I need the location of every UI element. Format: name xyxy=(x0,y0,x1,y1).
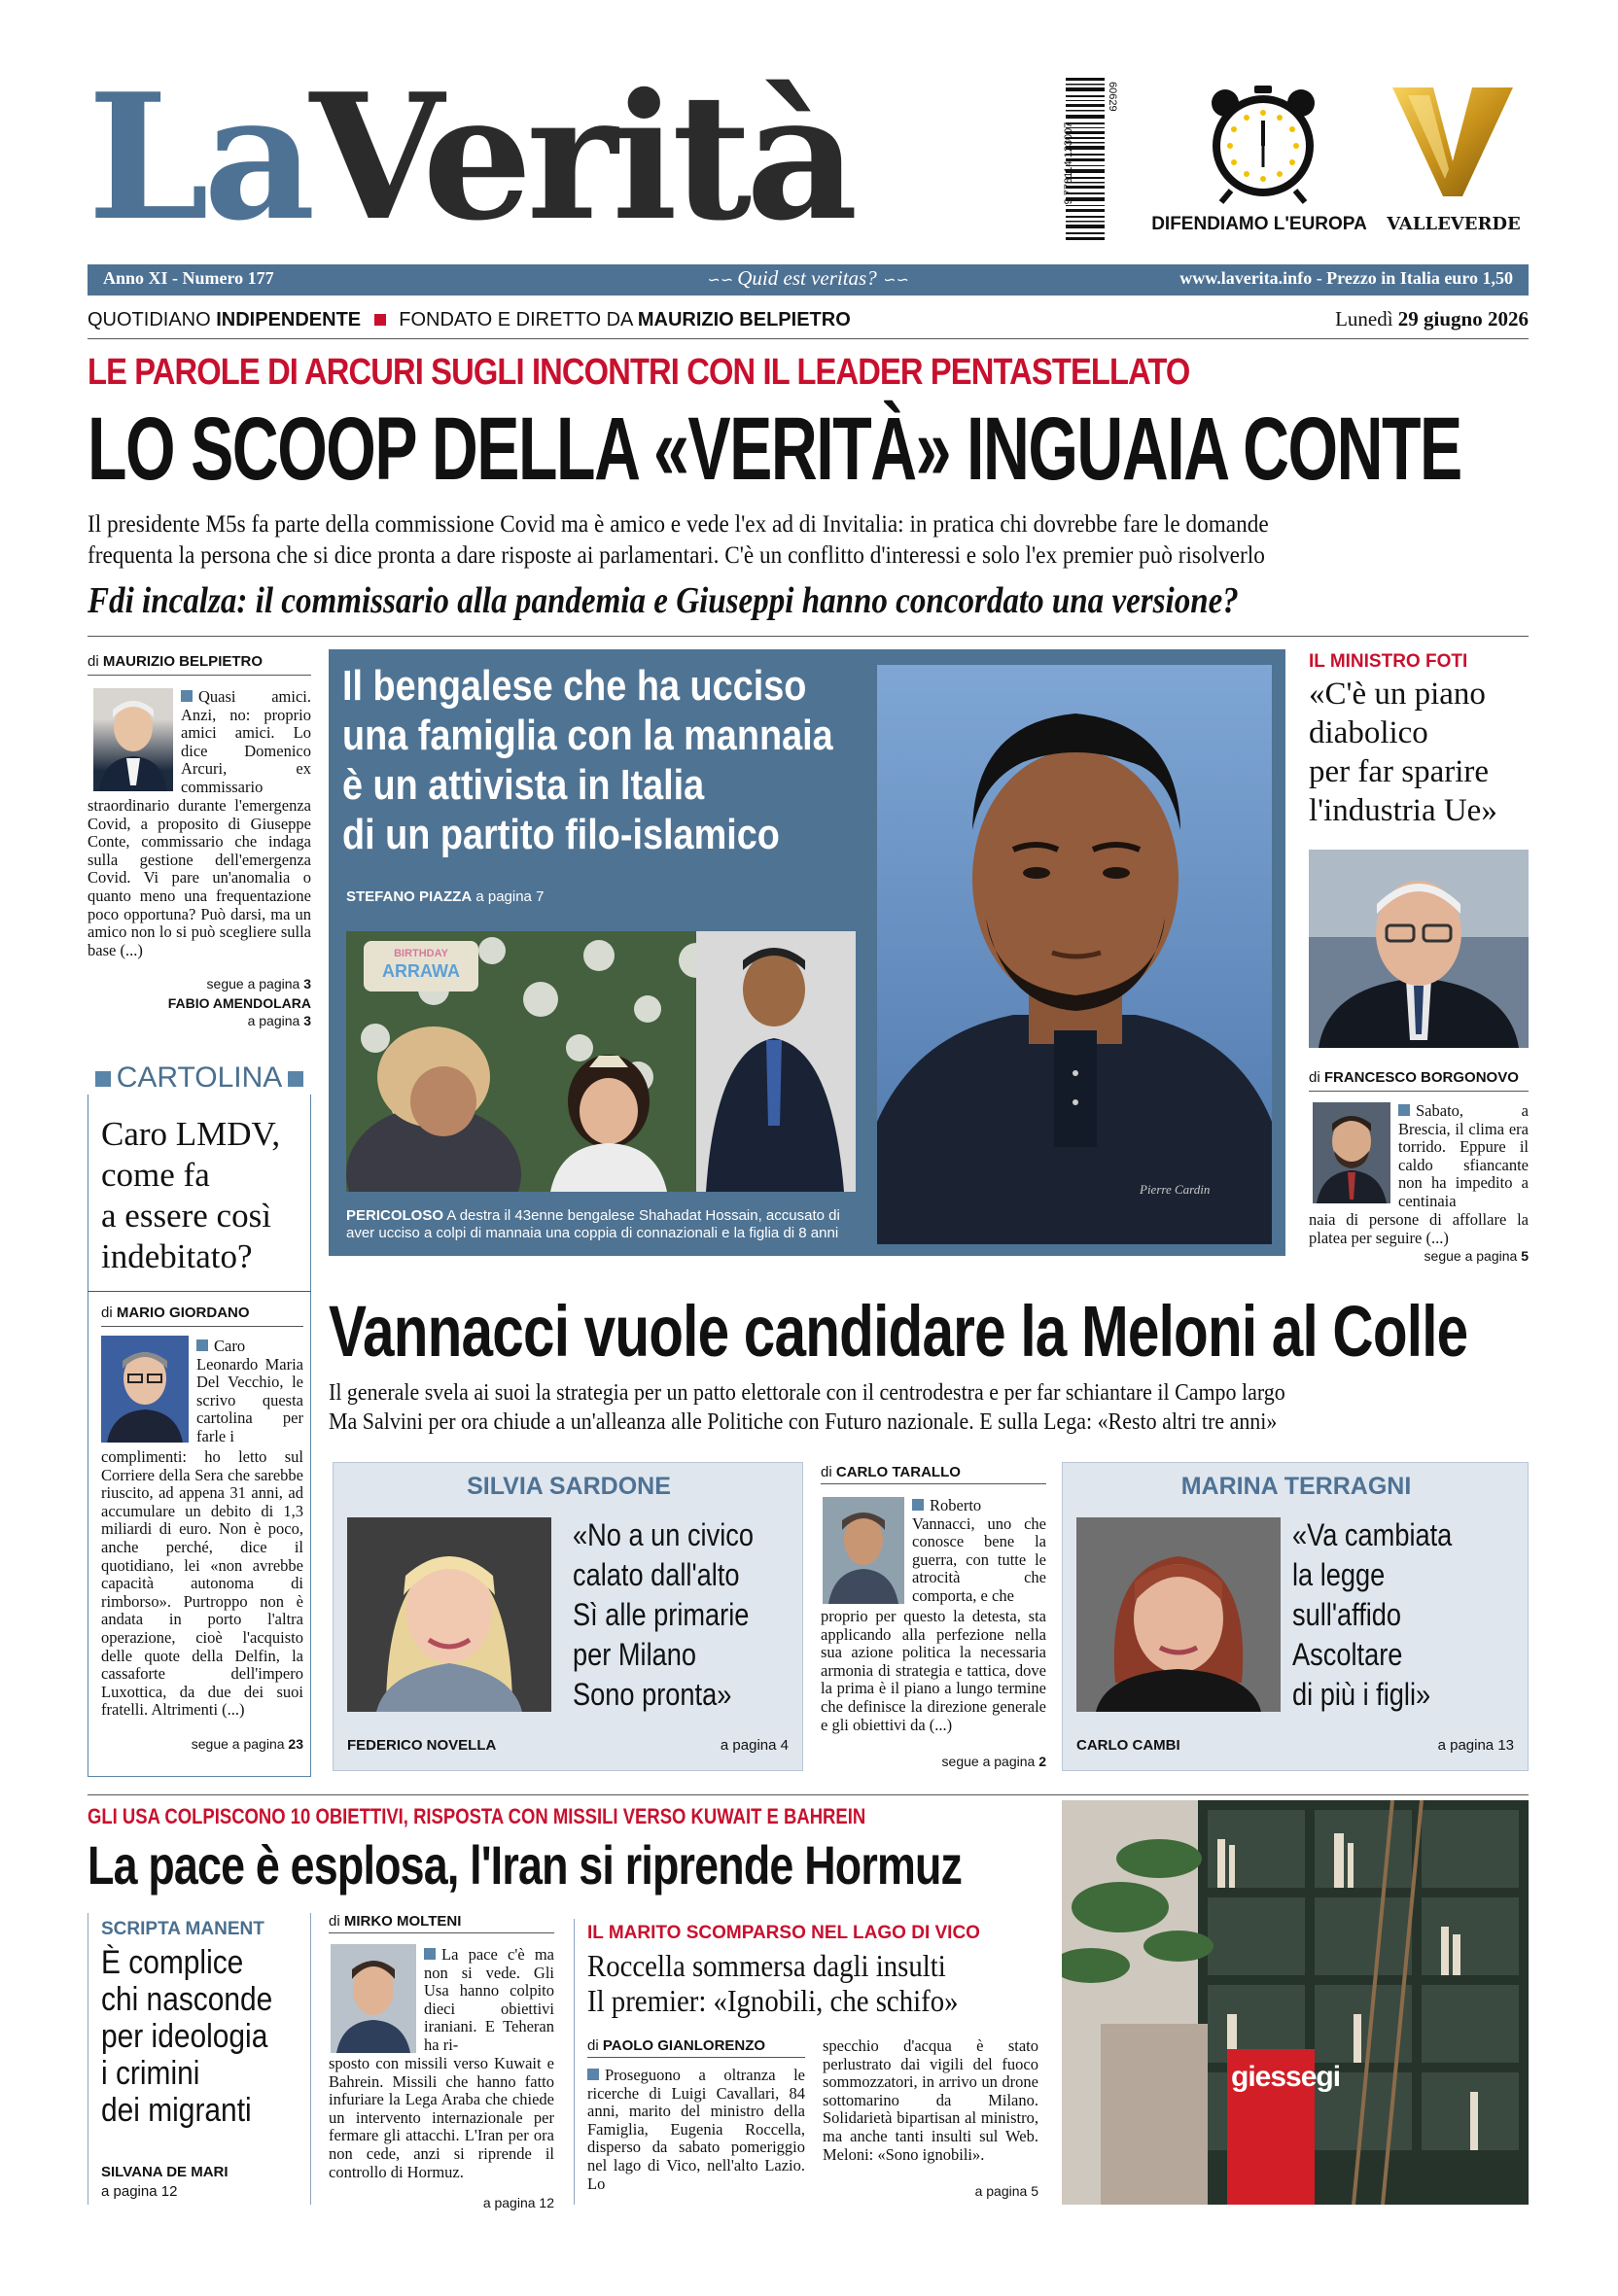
borgonovo-byline: di FRANCESCO BORGONOVO xyxy=(1309,1069,1519,1086)
foti-quote: «C'è un piano diabolico per far sparire l'industria Ue» xyxy=(1309,677,1497,828)
gianlorenzo-byline: di PAOLO GIANLORENZO xyxy=(587,2037,766,2054)
giessegi-ad[interactable] xyxy=(1062,1800,1529,2205)
cambi-ref: a pagina 13 xyxy=(1437,1737,1514,1754)
issue-date: Lunedì 29 giugno 2026 xyxy=(1335,307,1529,330)
motto-text: Quid est veritas? xyxy=(737,266,877,290)
divider xyxy=(101,1326,303,1327)
giordano-ref: segue a pagina 23 xyxy=(191,1736,303,1752)
barcode-issue: 60629 xyxy=(1107,82,1118,112)
roccella-headline: Roccella sommersa dagli insulti Il premier: «Ignobili, che schifo» xyxy=(587,1948,959,2018)
giordano-text-top: Caro Leonardo Maria Del Vecchio, le scrivo questa cartolina per farle i xyxy=(196,1337,303,1445)
divider xyxy=(88,1291,311,1292)
giordano-text: complimenti: ho letto sul Corriere della Sera che sarebbe riuscito, ad appena 31 anni, ad accumulare un debito di 1,3 miliardi di euro. Non è poco, anche perché, dice il quotidiano, lei «non avrebbe capacità autonoma di rimborso». Purtroppo non è andata in porto l'altra operazione, cioè l'acquisto delle quote della Delfin, la cassaforte dell'impero Luxottica, da due dei suoi fratelli. Altrimenti (...) xyxy=(101,1447,303,1720)
issue-number: Anno XI - Numero 177 xyxy=(103,268,274,288)
roccella-col1: Proseguono a oltranza le ricerche di Luigi Cavallari, 84 anni, marito del ministro della Famiglia, Eugenia Roccella, disperso da sabato pomeriggio nel lago di Vico, nell'alto Lazio. Lo xyxy=(587,2066,805,2193)
amendolara-ref: a pagina 3 xyxy=(247,1013,311,1028)
motto: ∽∽ Quid est veritas? ∽∽ xyxy=(706,266,908,290)
divider xyxy=(88,338,1529,339)
molteni-ref: a pagina 12 xyxy=(482,2195,554,2210)
demari-byline: SILVANA DE MARI xyxy=(101,2164,229,2180)
divider xyxy=(88,636,1529,637)
molteni-byline: di MIRKO MOLTENI xyxy=(329,1913,462,1930)
novella-ref: a pagina 4 xyxy=(720,1737,789,1754)
belpietro-byline: di MAURIZIO BELPIETRO xyxy=(88,653,264,670)
sardone-box xyxy=(333,1462,803,1771)
divider xyxy=(1309,1091,1529,1092)
roccella-ref: a pagina 5 xyxy=(974,2183,1038,2199)
tagline: QUOTIDIANO INDIPENDENTE FONDATO E DIRETTO DA MAURIZIO BELPIETRO xyxy=(88,309,851,330)
roccella-kicker: IL MARITO SCOMPARSO NEL LAGO DI VICO xyxy=(587,1923,980,1943)
valleverde-logo xyxy=(1389,82,1517,200)
giordano-byline: di MARIO GIORDANO xyxy=(101,1305,250,1321)
family-photo xyxy=(346,931,856,1192)
scripta-label: SCRIPTA MANENT xyxy=(101,1919,264,1939)
birthday-balloon: BIRTHDAY ARRAWA xyxy=(364,941,478,991)
tarallo-photo xyxy=(823,1497,904,1604)
demari-ref: a pagina 12 xyxy=(101,2183,178,2200)
bengalese-box xyxy=(329,649,1285,1256)
cambi-byline: CARLO CAMBI xyxy=(1076,1737,1180,1754)
divider xyxy=(329,1932,554,1933)
lead-italic: Fdi incalza: il commissario alla pandemia e Giuseppi hanno concordato una versione? xyxy=(88,580,1239,621)
borgonovo-ref: segue a pagina 5 xyxy=(1424,1248,1529,1264)
barcode-digits: 9 778114 123007 xyxy=(1063,122,1074,205)
novella-byline: FEDERICO NOVELLA xyxy=(347,1737,497,1754)
lead-headline: LO SCOOP DELLA «VERITÀ» INGUAIA CONTE xyxy=(88,400,1461,499)
iran-kicker: GLI USA COLPISCONO 10 OBIETTIVI, RISPOSTA CON MISSILI VERSO KUWAIT E BAHREIN xyxy=(88,1804,866,1828)
giessegi-logo: giessegi xyxy=(1227,2049,1315,2205)
terragni-name: MARINA TERRAGNI xyxy=(1180,1473,1412,1500)
foti-photo xyxy=(1309,850,1529,1048)
hossain-portrait xyxy=(877,665,1272,1244)
shirt-logo: Pierre Cardin xyxy=(1140,1182,1211,1197)
belpietro-text-top: Quasi amici. Anzi, no: proprio amici amici. Lo dice Domenico Arcuri, ex commissario xyxy=(181,687,311,796)
molteni-photo xyxy=(331,1944,416,2053)
divider xyxy=(821,1483,1046,1484)
borgonovo-text: naia di persone di affollare la platea per seguire (...) xyxy=(1309,1210,1529,1247)
belpietro-text: straordinario durante l'emergenza Covid, a proposito di Giuseppe Conte, commissario che indaga sulla gestione dell'emergenza Covid. Vi pare un'anomalia o quanto meno una frequentazione poco opportuna? Può darsi, ma un amico non lo si può scegliere sulla base (...) xyxy=(88,796,311,959)
logo-verita: Verità xyxy=(309,55,853,259)
cartolina-label: CARTOLINA xyxy=(88,1061,311,1095)
divider xyxy=(88,1794,1529,1795)
terragni-photo xyxy=(1076,1517,1281,1712)
bengalese-byline: STEFANO PIAZZA a pagina 7 xyxy=(346,888,545,905)
masthead-logo xyxy=(88,55,885,259)
terragni-box xyxy=(1062,1462,1529,1771)
sardone-photo xyxy=(347,1517,551,1712)
alarm-clock-icon xyxy=(1206,82,1320,206)
terragni-quote: «Va cambiata la legge sull'affido Ascoltare di più i figli» xyxy=(1292,1517,1453,1712)
info-bar xyxy=(88,264,1529,296)
lead-kicker: LE PAROLE DI ARCURI SUGLI INCONTRI CON IL LEADER PENTASTELLATO xyxy=(88,352,1190,393)
amendolara-byline: FABIO AMENDOLARA xyxy=(167,995,311,1011)
iran-headline: La pace è esplosa, l'Iran si riprende Hormuz xyxy=(88,1834,963,1896)
site-price: www.laverita.info - Prezzo in Italia euro 1,50 xyxy=(1179,268,1513,288)
belpietro-ref: segue a pagina 3 xyxy=(206,976,311,991)
bengalese-caption: PERICOLOSO A destra il 43enne bengalese Shahadat Hossain, accusato di aver ucciso a colpi di mannaia una coppia di connazionali e la figlia di 8 anni xyxy=(346,1207,840,1241)
sponsor-valleverde: VALLEVERDE xyxy=(1387,214,1521,234)
vannacci-headline: Vannacci vuole candidare la Meloni al Colle xyxy=(329,1291,1468,1372)
giordano-photo xyxy=(101,1336,189,1443)
logo-la: La xyxy=(88,55,310,259)
vannacci-summary: Il generale svela ai suoi la strategia per un patto elettorale con il centrodestra e per far schiantare il Campo largo Ma Salvini per ora chiude a un'alleanza alle Politiche con Futuro nazionale. E sulla Lega: «Resto altri tre anni» xyxy=(329,1380,1285,1435)
tarallo-text: proprio per questo la detesta, sta applicando alla perfezione nella sua azione politica la necessaria armonia di strategia e tattica, dove la prima è il piano a lungo termine che definisce la direzione generale e gli obiettivi da (...) xyxy=(821,1607,1046,1734)
bengalese-headline: Il bengalese che ha ucciso una famiglia con la mannaia è un attivista in Italia di un partito filo-islamico xyxy=(342,662,833,858)
borgonovo-text-top: Sabato, a Brescia, il clima era torrido. Eppure il caldo sfiancante non ha impedito a centinaia xyxy=(1398,1101,1529,1210)
molteni-text-top: La pace c'è ma non si vede. Gli Usa hanno colpito dieci obiettivi iraniani. E Teheran ha ri- xyxy=(424,1945,554,2054)
roccella-col2: specchio d'acqua è stato perlustrato dai vigili del fuoco sommozzatori, in arrivo un drone sottomarino da Milano. Solidarietà bipartisan al ministro, ma anche tanti insulti sul Web. Meloni: «Sono ignobili». xyxy=(823,2036,1038,2164)
sardone-name: SILVIA SARDONE xyxy=(467,1473,671,1500)
lead-summary-line2: frequenta la persona che si dice pronta a dare risposte ai parlamentari. C'è un conflitto d'interessi e solo l'ex premier può risolverlo xyxy=(88,542,1265,569)
cartolina-title: Caro LMDV, come fa a essere così indebitato? xyxy=(101,1115,281,1275)
tarallo-ref: segue a pagina 2 xyxy=(941,1754,1046,1769)
divider xyxy=(88,675,311,676)
belpietro-photo xyxy=(93,688,173,791)
foti-kicker: IL MINISTRO FOTI xyxy=(1309,651,1468,672)
sponsor-difendiamo: DIFENDIAMO L'EUROPA xyxy=(1151,214,1367,234)
lead-summary-line1: Il presidente M5s fa parte della commissione Covid ma è amico e vede l'ex ad di Invitalia: in pratica chi dovrebbe fare le domande xyxy=(88,511,1269,538)
lead-summary xyxy=(88,509,1529,572)
molteni-text: sposto con missili verso Kuwait e Bahrein. Missili che hanno fatto infuriare la Lega Araba che chiede un intervento internazionale per fermare gli attacchi. L'Iran per ora non cede, anzi si riprende il controllo di Hormuz. xyxy=(329,2054,554,2181)
tarallo-byline: di CARLO TARALLO xyxy=(821,1464,961,1480)
borgonovo-photo xyxy=(1313,1102,1390,1203)
divider xyxy=(587,2057,805,2058)
tarallo-text-top: Roberto Vannacci, uno che conosce bene la guerra, con tutte le atrocità che comporta, e che xyxy=(912,1496,1046,1605)
scripta-title: È complice chi nasconde per ideologia i crimini dei migranti xyxy=(101,1944,273,2129)
sardone-quote: «No a un civico calato dall'alto Sì alle primarie per Milano Sono pronta» xyxy=(573,1517,754,1712)
